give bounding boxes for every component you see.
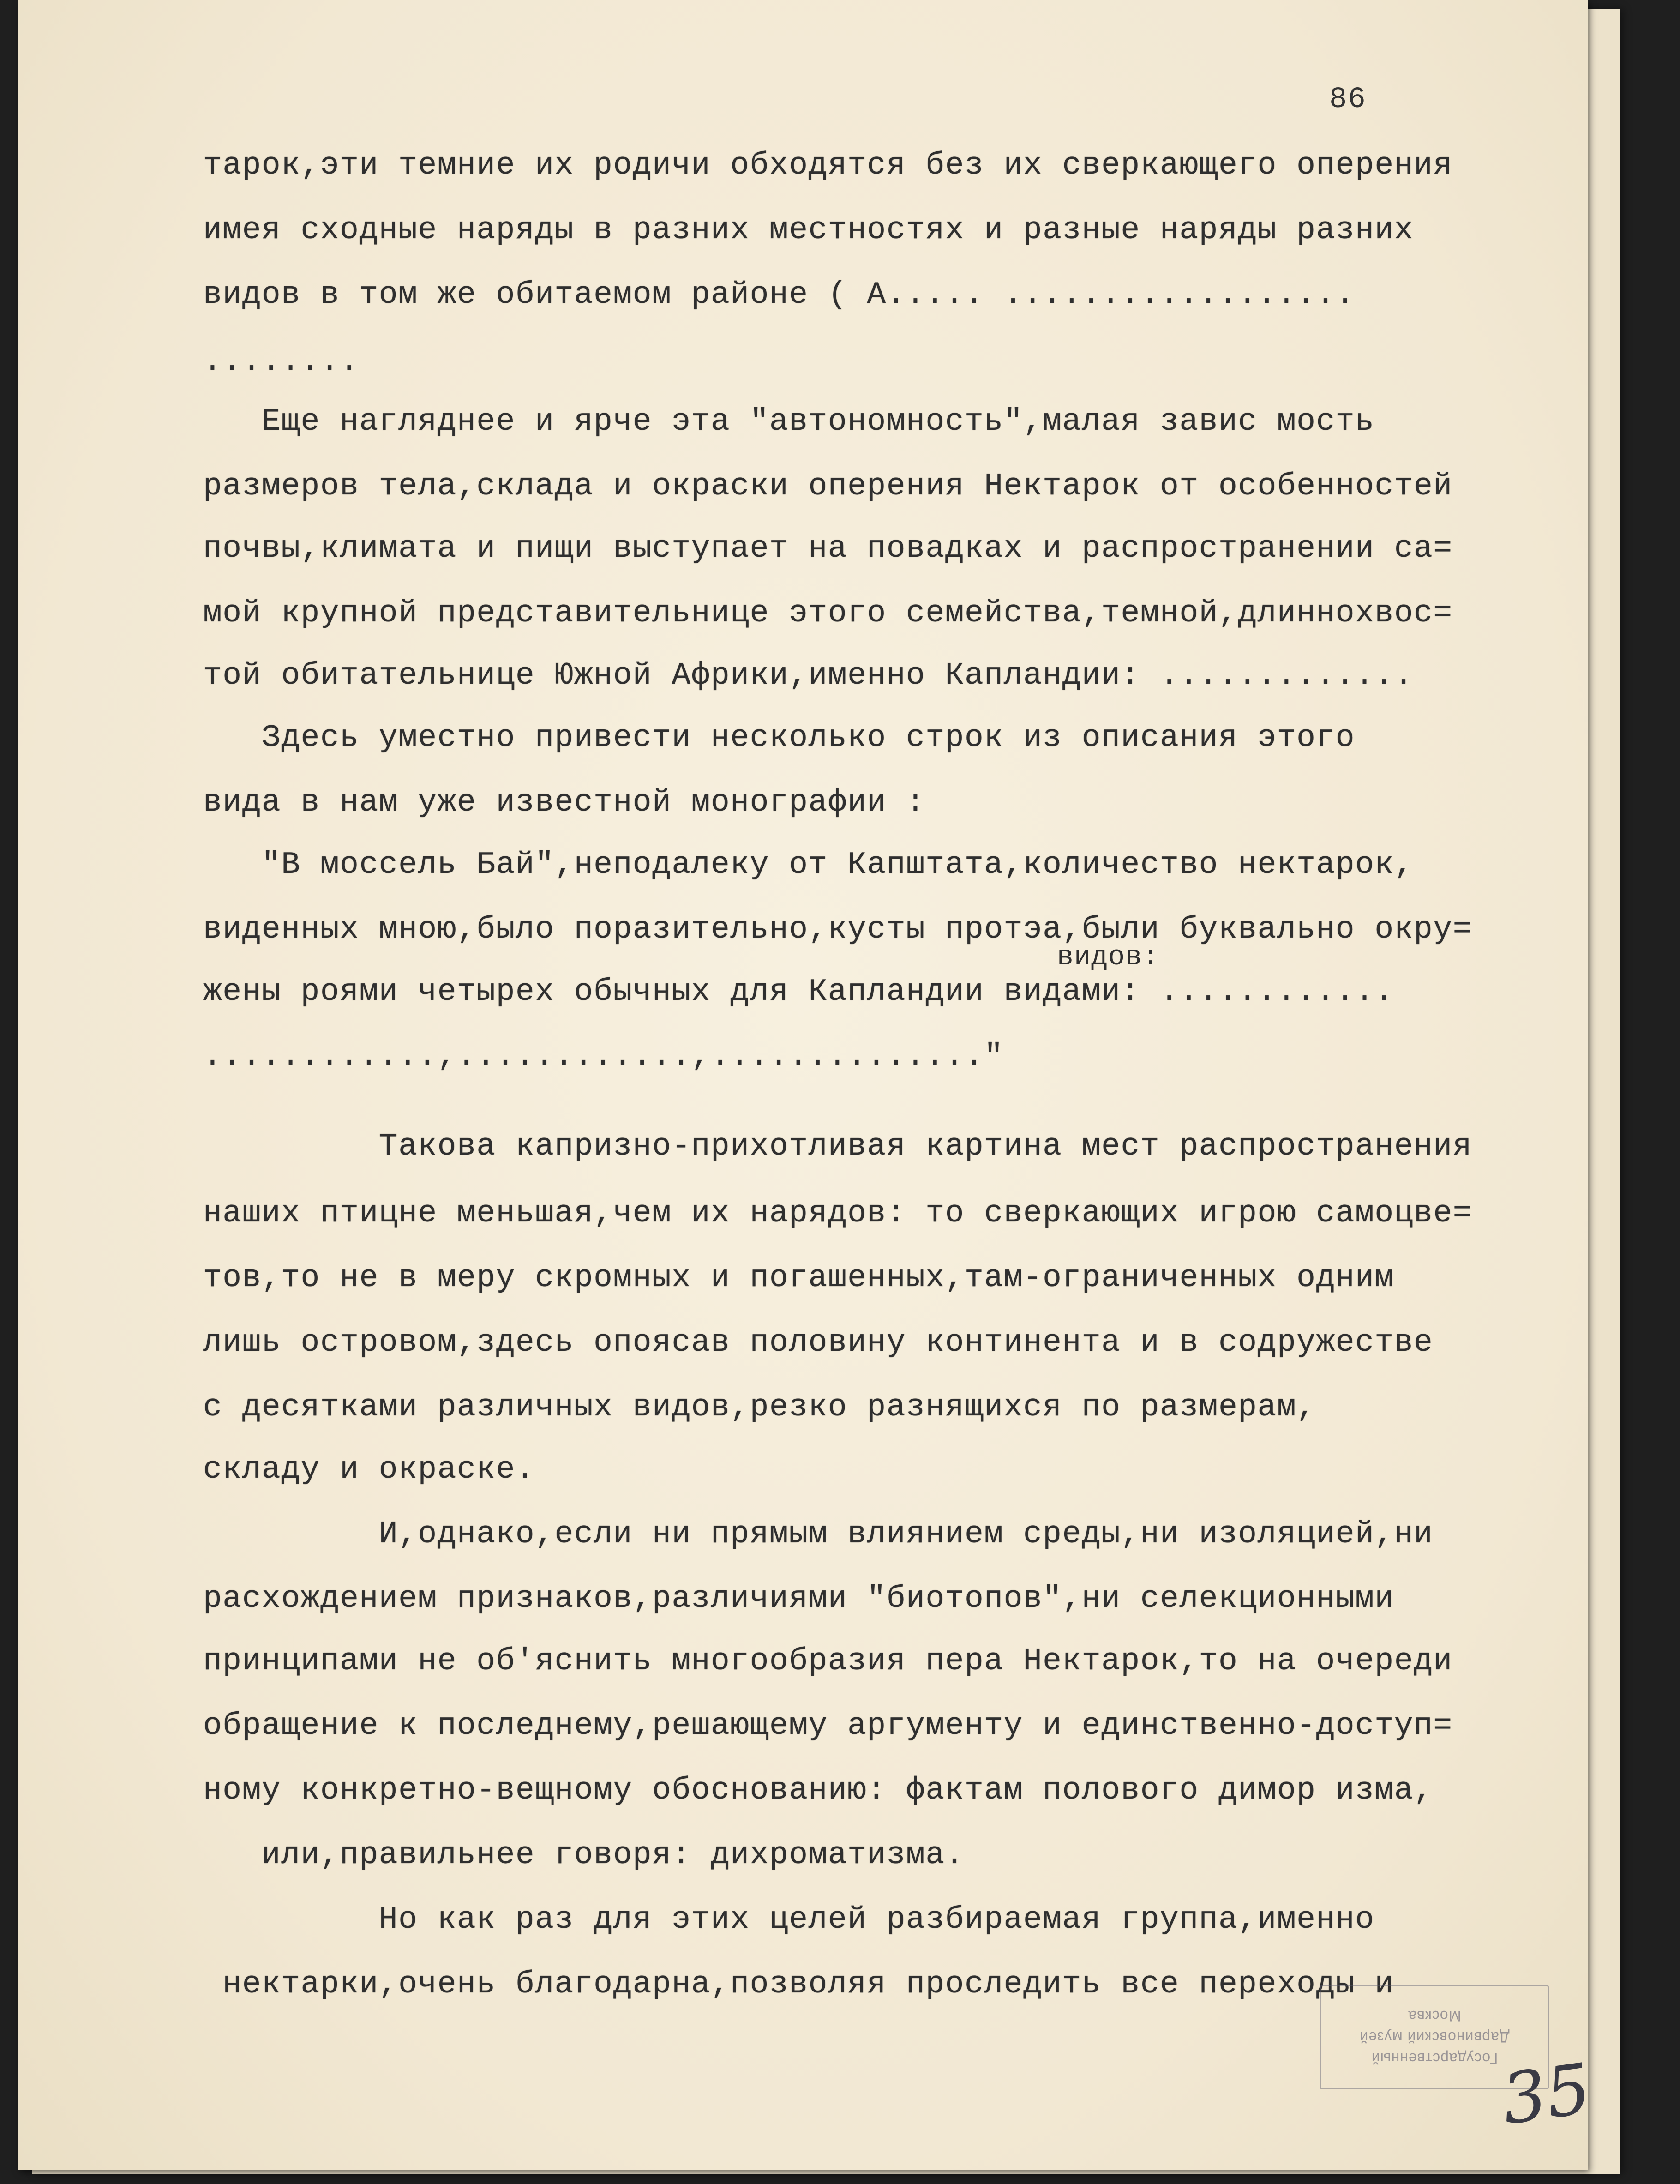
text-line: Здесь уместно привести несколько строк из описания этого: [203, 720, 1356, 756]
text-line: той обитательнице Южной Африки,именно Капландии: .............: [203, 658, 1414, 693]
text-line: видов в том же обитаемом районе ( А..... ..................: [203, 277, 1356, 313]
text-line: виденных мною,было поразительно,кусты протэа,были буквально окру=: [203, 912, 1472, 947]
text-line: вида в нам уже известной монографии :: [203, 785, 926, 820]
text-line: тарок,эти темние их родичи обходятся без их сверкающего оперения: [203, 148, 1453, 183]
stamp-line: Москва: [1408, 2008, 1461, 2024]
stamp-line: Дарвиновский музей: [1359, 2029, 1510, 2046]
text-line: "В моссель Бай",неподалеку от Капштата,количество нектарок,: [203, 847, 1414, 883]
text-line: нектарки,очень благодарна,позволяя проследить все переходы и: [203, 1967, 1394, 2002]
text-line: ному конкретно-вещному обоснованию: фактам полового димор изма,: [203, 1773, 1434, 1808]
text-line: ............,............,..............": [203, 1039, 1004, 1074]
handwritten-folio-number: 35: [1497, 2048, 1596, 2141]
text-line: тов,то не в меру скромных и погашенных,там-ограниченных одним: [203, 1260, 1394, 1296]
text-line: И,однако,если ни прямым влиянием среды,ни изоляцией,ни: [203, 1516, 1434, 1552]
text-line: с десятками различных видов,резко разнящихся по размерам,: [203, 1390, 1316, 1425]
text-line: расхождением признаков,различиями "биотопов",ни селекционными: [203, 1581, 1394, 1617]
text-line: ........: [203, 344, 360, 379]
stamp-line: Государственный: [1371, 2050, 1498, 2067]
text-line: имея сходные наряды в разних местностях и разные наряды разних: [203, 212, 1414, 248]
page-number: 86: [1329, 83, 1367, 116]
text-line: Такова капризно-прихотливая картина мест распространения: [203, 1129, 1472, 1164]
text-line: размеров тела,склада и окраски оперения Нектарок от особенностей: [203, 469, 1453, 504]
text-line: складу и окраске.: [203, 1452, 535, 1487]
handwritten-insertion: видов:: [1057, 942, 1160, 973]
text-line: лишь островом,здесь опоясав половину континента и в содружестве: [203, 1325, 1434, 1360]
text-line: или,правильнее говоря: дихроматизма.: [203, 1837, 965, 1873]
text-line: наших птицне меньшая,чем их нарядов: то сверкающих игрою самоцве=: [203, 1196, 1472, 1231]
text-line: обращение к последнему,решающему аргументу и единственно-доступ=: [203, 1708, 1453, 1744]
text-line: Еще нагляднее и ярче эта "автономность",малая завис мость: [203, 404, 1375, 439]
text-line: Но как раз для этих целей разбираемая группа,именно: [203, 1902, 1375, 1937]
text-line: мой крупной представительнице этого семейства,темной,длиннохвос=: [203, 596, 1453, 631]
text-line: принципами не об'яснить многообразия пера Нектарок,то на очереди: [203, 1643, 1453, 1679]
text-line: жены роями четырех обычных для Капландии видами: ............: [203, 974, 1394, 1010]
typewritten-page: [18, 0, 1596, 2170]
text-line: почвы,климата и пищи выступает на повадках и распространении са=: [203, 531, 1453, 566]
